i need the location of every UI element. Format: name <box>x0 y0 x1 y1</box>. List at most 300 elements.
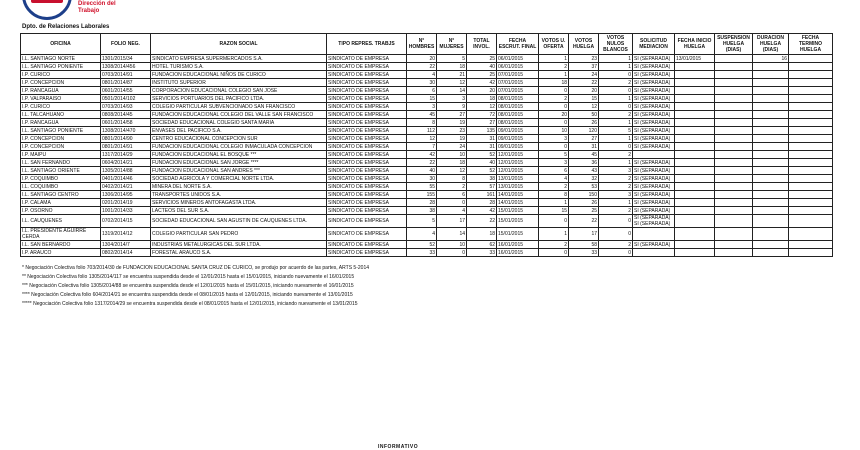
table-cell: 4 <box>407 71 437 79</box>
table-cell: 3 <box>539 159 569 167</box>
table-cell: 12/01/2015 <box>497 167 539 175</box>
table-cell <box>789 215 833 228</box>
table-cell: SOCIEDAD EDUCACIONAL COLEGIO SANTA MARIA <box>151 119 327 127</box>
table-cell: 26 <box>569 199 599 207</box>
table-cell: 53 <box>569 183 599 191</box>
table-cell: 9 <box>437 103 467 111</box>
table-cell: 10 <box>437 241 467 249</box>
table-cell: 150 <box>569 191 599 199</box>
table-cell: SINDICATO DE EMPRESA <box>327 63 407 71</box>
table-cell: 0703/2014/93 <box>101 103 151 111</box>
table-cell: TRANSPORTES UNIDOS S.A. <box>151 191 327 199</box>
table-cell <box>715 143 753 151</box>
table-cell: 12/01/2015 <box>497 159 539 167</box>
table-cell <box>753 241 789 249</box>
table-cell: SOCIEDAD EDUCACIONAL SAN AGUSTIN DE CAUQUENES LTDA. <box>151 215 327 228</box>
table-cell: 2 <box>599 111 633 119</box>
table-cell: 2 <box>599 207 633 215</box>
table-cell: 13/01/2015 <box>675 55 715 63</box>
table-cell <box>675 79 715 87</box>
table-cell: 4 <box>407 228 437 241</box>
table-cell: 07/01/2015 <box>497 87 539 95</box>
table-cell <box>753 79 789 87</box>
table-cell: SINDICATO DE EMPRESA <box>327 87 407 95</box>
table-cell: 1 <box>599 63 633 71</box>
table-cell <box>675 191 715 199</box>
footnote: *** Negociación Colectiva folio 1305/2014/88 se encuentra suspendida desde el 12/01/2015 hasta el 15/01/2015, iniciando nuevamente el 16/01/2015 <box>22 283 354 289</box>
table-cell: 4 <box>437 207 467 215</box>
table-cell: 1 <box>599 119 633 127</box>
table-cell <box>715 207 753 215</box>
column-header: TOTAL INVOL. <box>467 34 497 55</box>
table-cell: I.P. COQUIMBO <box>21 175 101 183</box>
table-cell: 5 <box>599 127 633 135</box>
column-header: FECHA ESCRUT. FINAL <box>497 34 539 55</box>
table-cell: 58 <box>569 241 599 249</box>
table-cell: 14/01/2015 <box>497 199 539 207</box>
table-cell: FUNDACION EDUCACIONAL SAN JORGE **** <box>151 159 327 167</box>
table-cell <box>675 95 715 103</box>
table-cell <box>753 151 789 159</box>
table-cell: 1 <box>539 199 569 207</box>
table-cell <box>789 103 833 111</box>
table-cell <box>715 103 753 111</box>
table-cell: 5 <box>437 55 467 63</box>
table-cell: 40 <box>467 159 497 167</box>
table-cell: SI (SEPARADA) <box>633 175 675 183</box>
table-cell: 40 <box>407 167 437 175</box>
table-cell: 2 <box>539 241 569 249</box>
table-row <box>21 79 833 87</box>
table-cell: 12 <box>437 79 467 87</box>
table-cell <box>753 95 789 103</box>
table-cell: HOTEL TURISMO S.A. <box>151 63 327 71</box>
table-cell: FUNDACION EDUCACIONAL SAN ANDRES *** <box>151 167 327 175</box>
table-cell: 6 <box>407 87 437 95</box>
table-cell: 8 <box>407 119 437 127</box>
table-cell: SINDICATO DE EMPRESA <box>327 207 407 215</box>
table-cell: I.P. CONCEPCION <box>21 143 101 151</box>
table-cell <box>753 207 789 215</box>
table-cell: 08/01/2015 <box>497 111 539 119</box>
table-cell: 0 <box>539 103 569 111</box>
table-cell: FORESTAL ARAUCO S.A. <box>151 249 327 257</box>
table-cell: 4 <box>539 175 569 183</box>
table-cell: 52 <box>407 241 437 249</box>
table-cell: 1301/2015/34 <box>101 55 151 63</box>
table-cell: I.L. SANTIAGO PONIENTE <box>21 63 101 71</box>
table-row <box>21 71 833 79</box>
table-cell: 12 <box>569 103 599 111</box>
table-cell: 32 <box>569 175 599 183</box>
table-cell: 18 <box>467 95 497 103</box>
table-cell: SINDICATO DE EMPRESA <box>327 215 407 228</box>
table-cell: 08/01/2015 <box>497 103 539 111</box>
table-cell <box>675 215 715 228</box>
table-cell <box>715 199 753 207</box>
table-cell <box>789 55 833 63</box>
table-cell: SINDICATO DE EMPRESA <box>327 151 407 159</box>
table-cell <box>715 159 753 167</box>
table-cell <box>675 241 715 249</box>
table-cell: SINDICATO DE EMPRESA <box>327 71 407 79</box>
table-cell <box>789 175 833 183</box>
table-cell: I.P. CURICO <box>21 71 101 79</box>
table-cell: 07/01/2015 <box>497 79 539 87</box>
table-cell: 40 <box>467 63 497 71</box>
table-cell: 1308/2014/456 <box>101 63 151 71</box>
table-cell: 0401/2014/46 <box>101 175 151 183</box>
table-cell: ENVASES DEL PACIFICO S.A. <box>151 127 327 135</box>
table-cell: SI (SEPARADA) <box>633 119 675 127</box>
table-cell: 14 <box>437 228 467 241</box>
table-cell: I.P. RANCAGUA <box>21 119 101 127</box>
table-cell: 0 <box>437 199 467 207</box>
table-cell: 20 <box>569 87 599 95</box>
table-row <box>21 199 833 207</box>
table-cell: 20 <box>539 111 569 119</box>
table-row <box>21 111 833 119</box>
table-cell: I.L. SAN FERNANDO <box>21 159 101 167</box>
table-cell: 0 <box>437 249 467 257</box>
table-cell <box>675 135 715 143</box>
table-cell: 21 <box>437 71 467 79</box>
column-header: VOTOS NULOS BLANCOS <box>599 34 633 55</box>
table-cell <box>715 228 753 241</box>
table-cell: 15/01/2015 <box>497 207 539 215</box>
footnote: **** Negociación Colectiva folio 604/2014/21 se encuentra suspendida desde el 08/01/2015 hasta el 12/01/2015, iniciando nuevamente el 13/01/2015 <box>22 292 353 298</box>
table-cell <box>789 159 833 167</box>
table-cell: I.P. CONCEPCION <box>21 135 101 143</box>
table-cell: 16/01/2015 <box>497 249 539 257</box>
table-cell <box>753 191 789 199</box>
table-cell: I.L. COQUIMBO <box>21 183 101 191</box>
table-cell: 25 <box>569 207 599 215</box>
table-cell: 17 <box>569 228 599 241</box>
column-header: SUSPENSION HUELGA (DIAS) <box>715 34 753 55</box>
table-cell: 0 <box>539 143 569 151</box>
table-row <box>21 228 833 241</box>
table-cell <box>675 207 715 215</box>
table-cell: INSTITUTO SUPERIOR <box>151 79 327 87</box>
table-cell: 1 <box>599 55 633 63</box>
logo-line: Trabajo <box>78 8 100 14</box>
table-cell: SINDICATO DE EMPRESA <box>327 249 407 257</box>
table-cell: 0 <box>539 249 569 257</box>
table-cell <box>789 167 833 175</box>
table-row <box>21 215 833 228</box>
table-cell <box>715 79 753 87</box>
table-cell <box>675 228 715 241</box>
table-cell <box>789 241 833 249</box>
table-cell: 52 <box>467 151 497 159</box>
table-cell: 3 <box>599 191 633 199</box>
table-cell: 62 <box>467 241 497 249</box>
table-cell: 2 <box>599 175 633 183</box>
table-cell <box>715 63 753 71</box>
table-cell: 22 <box>569 79 599 87</box>
table-cell: 1 <box>599 199 633 207</box>
table-cell <box>675 103 715 111</box>
table-cell: 24 <box>569 71 599 79</box>
column-header: OFICINA <box>21 34 101 55</box>
column-header: RAZON SOCIAL <box>151 34 327 55</box>
table-cell: 0703/2014/91 <box>101 71 151 79</box>
logo-text <box>78 1 140 15</box>
table-cell: 16/01/2015 <box>497 241 539 249</box>
table-cell: 20 <box>407 55 437 63</box>
table-cell: 112 <box>407 127 437 135</box>
table-cell: 155 <box>407 191 437 199</box>
table-cell: 57 <box>467 183 497 191</box>
table-cell: 5 <box>407 215 437 228</box>
table-cell: 1317/2014/29 <box>101 151 151 159</box>
table-cell: 18 <box>539 79 569 87</box>
table-cell: I.P. CURICO <box>21 103 101 111</box>
table-cell: 06/01/2015 <box>497 55 539 63</box>
table-cell <box>753 183 789 191</box>
table-cell: 13/01/2015 <box>497 175 539 183</box>
table-cell: SI (SEPARADA) <box>633 103 675 111</box>
table-row <box>21 241 833 249</box>
column-header: TIPO REPRES. TRABJS <box>327 34 407 55</box>
table-cell <box>753 135 789 143</box>
table-cell: SI (SEPARADA) <box>633 87 675 95</box>
table-cell: 1 <box>539 55 569 63</box>
table-cell: SI (SEPARADA) <box>633 71 675 79</box>
table-cell: 33 <box>407 249 437 257</box>
table-cell: 1319/2014/12 <box>101 228 151 241</box>
table-cell <box>715 95 753 103</box>
table-cell: 3 <box>437 95 467 103</box>
table-cell: 15 <box>539 207 569 215</box>
table-cell: I.L. SAN BERNARDO <box>21 241 101 249</box>
table-cell: SINDICATO DE EMPRESA <box>327 191 407 199</box>
table-row <box>21 249 833 257</box>
table-cell: 2 <box>599 241 633 249</box>
table-cell <box>675 111 715 119</box>
table-cell: 1001/2014/33 <box>101 207 151 215</box>
table-cell <box>789 127 833 135</box>
table-cell <box>675 71 715 79</box>
table-cell <box>789 119 833 127</box>
table-cell <box>789 71 833 79</box>
table-cell: 0 <box>599 87 633 95</box>
table-cell <box>789 151 833 159</box>
table-cell: I.L. PRESIDENTE AGUIRRE CERDA <box>21 228 101 241</box>
table-cell: 135 <box>467 127 497 135</box>
table-cell: 07/01/2015 <box>497 71 539 79</box>
table-row <box>21 151 833 159</box>
table-cell: 12 <box>407 135 437 143</box>
table-cell: 37 <box>569 63 599 71</box>
table-cell: 12/01/2015 <box>497 151 539 159</box>
table-cell: COLEGIO PARTICULAR SUBVENCIONADO SAN FRANCISCO <box>151 103 327 111</box>
table-cell: 31 <box>467 135 497 143</box>
footnote: * Negociación Colectiva folio 703/2014/30 de FUNDACION EDUCACIONAL SANTA CRUZ DE CURICO, se produjo por acuerdo de las partes, ARTS 5-2014 <box>22 265 370 271</box>
footnote: ** Negociación Colectiva folio 1305/2014/117 se encuentra suspendida desde el 12/01/2015 hasta el 15/01/2015, iniciando nuevamente el 16/01/2015 <box>22 274 355 280</box>
table-cell: SINDICATO DE EMPRESA <box>327 55 407 63</box>
table-row <box>21 143 833 151</box>
table-cell <box>789 135 833 143</box>
table-cell: 09/01/2015 <box>497 127 539 135</box>
table-cell <box>633 249 675 257</box>
table-cell: 25 <box>467 55 497 63</box>
table-cell: I.L. SANTIAGO CENTRO <box>21 191 101 199</box>
table-cell: 18 <box>437 63 467 71</box>
table-cell: 5 <box>539 151 569 159</box>
table-cell: 31 <box>467 143 497 151</box>
table-cell: I.P. ARAUCO <box>21 249 101 257</box>
table-cell: SINDICATO DE EMPRESA <box>327 95 407 103</box>
table-cell <box>715 175 753 183</box>
table-cell: SI (SEPARADA) <box>633 183 675 191</box>
column-header: FECHA TERMINO HUELGA <box>789 34 833 55</box>
table-cell: SINDICATO DE EMPRESA <box>327 175 407 183</box>
table-cell: SI (SEPARADA) <box>633 135 675 143</box>
logo-emblem-icon <box>22 0 72 20</box>
logo-line: Dirección del <box>78 1 116 7</box>
table-row <box>21 175 833 183</box>
table-cell <box>789 63 833 71</box>
table-cell <box>753 63 789 71</box>
table-row <box>21 95 833 103</box>
table-cell: 3 <box>599 167 633 175</box>
table-cell: CORPORACION EDUCACIONAL COLEGIO SAN JOSE <box>151 87 327 95</box>
table-cell: 26 <box>569 119 599 127</box>
table-cell: SINDICATO DE EMPRESA <box>327 103 407 111</box>
table-cell: 161 <box>467 191 497 199</box>
column-header: SOLICITUD MEDIACION <box>633 34 675 55</box>
table-cell <box>633 228 675 241</box>
table-cell: 28 <box>407 199 437 207</box>
table-cell: I.L. SANTIAGO ORIENTE <box>21 167 101 175</box>
table-cell: 1 <box>599 159 633 167</box>
table-cell: 0801/2014/90 <box>101 135 151 143</box>
table-row <box>21 207 833 215</box>
table-cell <box>753 127 789 135</box>
table-cell: 36 <box>569 159 599 167</box>
table-cell: FUNDACION EDUCACIONAL COLEGIO DEL VALLE SAN FRANCISCO <box>151 111 327 119</box>
table-cell <box>675 87 715 95</box>
table-cell: SOCIEDAD AGRICOLA Y COMERCIAL NORTE LTDA. <box>151 175 327 183</box>
table-row <box>21 191 833 199</box>
table-cell: 15 <box>569 95 599 103</box>
table-cell <box>675 63 715 71</box>
table-cell <box>715 215 753 228</box>
table-row <box>21 87 833 95</box>
table-cell: 38 <box>467 175 497 183</box>
table-cell <box>753 111 789 119</box>
table-cell: FUNDACION EDUCACIONAL COLEGIO INMACULADA CONCEPCION <box>151 143 327 151</box>
table-cell: 50 <box>569 111 599 119</box>
table-cell: FUNDACION EDUCACIONAL NIÑOS DE CURICO <box>151 71 327 79</box>
table-cell <box>789 87 833 95</box>
table-cell <box>753 175 789 183</box>
table-cell: 08/01/2015 <box>497 95 539 103</box>
table-cell: 2 <box>599 79 633 87</box>
table-cell: 42 <box>467 207 497 215</box>
table-cell <box>789 207 833 215</box>
table-cell: 22 <box>407 159 437 167</box>
table-cell <box>753 249 789 257</box>
table-cell: 1305/2014/88 <box>101 167 151 175</box>
table-cell: 2 <box>539 95 569 103</box>
table-cell: 12 <box>467 103 497 111</box>
table-cell: 23 <box>569 55 599 63</box>
table-cell: 6 <box>437 191 467 199</box>
table-cell: SI (SEPARADA) <box>633 111 675 119</box>
table-cell <box>675 159 715 167</box>
table-cell <box>675 183 715 191</box>
table-cell: 0501/2014/102 <box>101 95 151 103</box>
table-cell: SI (SEPARADA) <box>633 241 675 249</box>
table-cell: 0 <box>599 249 633 257</box>
table-cell: INDUSTRIAS METALURGICAS DEL SUR LTDA. <box>151 241 327 249</box>
table-cell: 20 <box>467 87 497 95</box>
table-cell: 22 <box>569 215 599 228</box>
table-cell: 22 <box>467 215 497 228</box>
table-cell <box>675 151 715 159</box>
table-cell <box>753 215 789 228</box>
table-cell: 13/01/2015 <box>497 183 539 191</box>
table-cell <box>753 228 789 241</box>
table-cell <box>715 55 753 63</box>
table-cell <box>675 249 715 257</box>
table-cell: SINDICATO DE EMPRESA <box>327 135 407 143</box>
table-cell <box>675 175 715 183</box>
table-cell <box>753 103 789 111</box>
table-cell: SINDICATO DE EMPRESA <box>327 159 407 167</box>
table-cell: 0 <box>599 228 633 241</box>
table-cell: 09/01/2015 <box>497 143 539 151</box>
table-cell: SINDICATO EMPRESA SUPERMERCADOS S.A. <box>151 55 327 63</box>
table-cell: SINDICATO DE EMPRESA <box>327 228 407 241</box>
table-cell: 22 <box>407 63 437 71</box>
table-cell: 28 <box>467 199 497 207</box>
table-cell: 0604/2014/21 <box>101 159 151 167</box>
table-cell <box>753 159 789 167</box>
table-cell: SI (SEPARADA) <box>633 159 675 167</box>
table-cell: I.L. CAUQUENES <box>21 215 101 228</box>
table-row <box>21 55 833 63</box>
table-cell <box>715 135 753 143</box>
table-cell <box>675 143 715 151</box>
table-cell: SERVICIOS MINEROS ANTOFAGASTA LTDA. <box>151 199 327 207</box>
table-cell: 27 <box>569 135 599 143</box>
table-cell: 42 <box>467 79 497 87</box>
table-cell <box>789 249 833 257</box>
table-cell: 15/01/2015 <box>497 228 539 241</box>
table-cell: I.P. RANCAGUA <box>21 87 101 95</box>
table-cell: 72 <box>467 111 497 119</box>
table-cell: 0201/2014/19 <box>101 199 151 207</box>
table-cell: SINDICATO DE EMPRESA <box>327 199 407 207</box>
table-cell: 1308/2014/470 <box>101 127 151 135</box>
table-cell: 1 <box>539 71 569 79</box>
table-cell: I.L. SANTIAGO PONIENTE <box>21 127 101 135</box>
table-cell <box>753 71 789 79</box>
table-cell: 2 <box>599 151 633 159</box>
table-cell <box>789 191 833 199</box>
table-cell <box>715 183 753 191</box>
table-cell: 43 <box>569 167 599 175</box>
table-cell: 0 <box>599 71 633 79</box>
table-row <box>21 135 833 143</box>
table-cell: 09/01/2015 <box>497 135 539 143</box>
table-cell <box>789 111 833 119</box>
table-cell <box>753 87 789 95</box>
